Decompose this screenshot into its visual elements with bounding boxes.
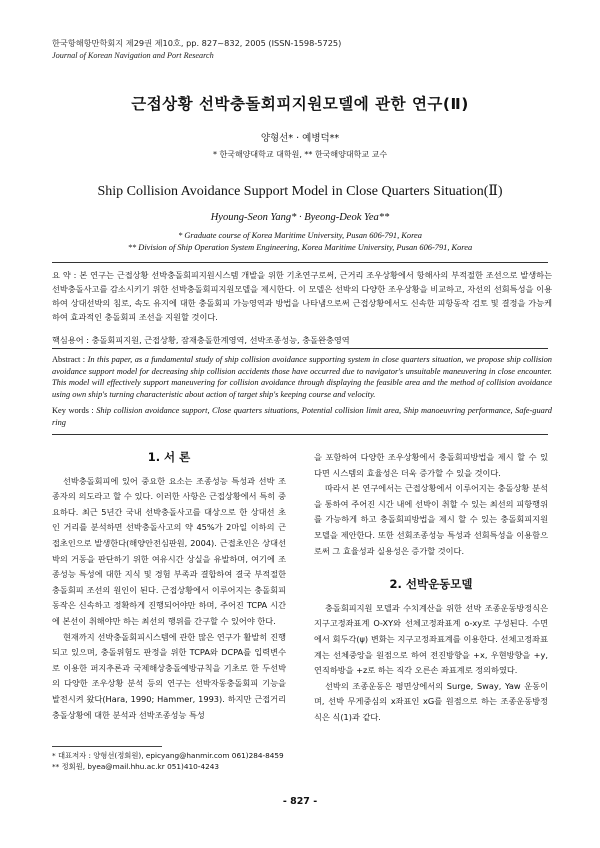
- abstract-korean-text: 본 연구는 근접상황 선박충돌회피지원시스템 개발을 위한 기초연구로써, 근거리 조우상황에서 항해사의 부적절한 조선으로 발생하는 선박충돌사고를 감소시키기 위한 선박충돌회피지원모델을 제시한다. 이 모델은 선박의 다양한 조우상황을 비교하고, 자선의 선회특성을 이용하여 상대선박의 침로, 속도 유지에 대한 충돌회피 가능영역과 방법을 나타냄으로써 근접상황에서도 신속한 피항동작 검토 및 결정을 가능케 하여 효과적인 충돌회피 조선을 지원할 것이다.: [52, 270, 552, 322]
- title-korean: 근접상황 선박충돌회피지원모델에 관한 연구(Ⅱ): [131, 95, 469, 113]
- keywords-english-text: Ship collision avoidance support, Close quarters situations, Potential collision limit area, Ship manoeuvring performance, Safe-guard ring: [52, 406, 552, 427]
- intro-paragraph-3: 을 포함하여 다양한 조우상황에서 충돌회피방법을 제시 할 수 있다면 시스템의 효율성은 더욱 증가할 수 있을 것이다.: [314, 452, 548, 478]
- authors-english: Hyoung-Seon Yang* · Byeong-Deok Yea**: [210, 212, 390, 223]
- title-english: Ship Collision Avoidance Support Model in Close Quarters Situation(Ⅱ): [97, 184, 503, 199]
- affiliation-english-1: * Graduate course of Korea Maritime University, Pusan 606-791, Korea: [178, 231, 422, 240]
- keywords-english-label: Key words :: [52, 406, 94, 415]
- keywords-korean-text: 충돌회피지원, 근접상황, 잠재충돌한계영역, 선박조종성능, 충돌완충영역: [91, 335, 350, 345]
- section-heading-introduction: 1. 서 론: [147, 450, 191, 464]
- footnote-1: * 대표저자 : 양형선(정회원), epicyang@hanmir.com 061)284-8459: [52, 751, 284, 760]
- intro-paragraph-2: 현재까지 선박충돌회피시스템에 관한 많은 연구가 활발히 진행되고 있으며, 충돌위험도 판정을 위한 TCPA와 DCPA를 입력변수로 이용한 퍼지추론과 국제해상충돌예방규칙을 기초로 한 두선박의 다양한 조우상황 분석 등의 연구는 선박자동충돌회피 기능을 발전시켜 왔다(Hara, 1990; Hammer, 1993). 하지만 근접거리 충돌상황에 대한 분석과 선박조종성능 특성: [52, 631, 286, 720]
- affiliation-english-2: ** Division of Ship Operation System Engineering, Korea Maritime University, Pusan 606-791, Korea: [127, 243, 473, 252]
- affiliation-korean: * 한국해양대학교 대학원, ** 한국해양대학교 교수: [212, 150, 388, 159]
- motion-paragraph-1: 충돌회피지원 모델과 수치계산을 위한 선박 조종운동방정식은 지구고정좌표계 O-XY와 선체고정좌표계 o-xy로 구성된다. 수면에서 회두각(ψ) 변화는 지구고정좌표계를 이용한다. 선체고정좌표계는 선체중앙을 원점으로 하여 전진방향을 +x, 우현방향을 +y, 연직하방을 +z로 하는 직각 오른손 좌표계로 정의하였다.: [314, 602, 548, 676]
- keywords-english: [52, 405, 552, 428]
- abstract-english-label: Abstract :: [52, 355, 86, 364]
- body-left-column: [52, 450, 286, 723]
- abstract-english: [52, 354, 552, 400]
- divider-top: [52, 262, 548, 263]
- footnote-rule: [52, 746, 162, 747]
- section-heading-motion-model: 2. 선박운동모델: [389, 577, 473, 592]
- keywords-korean-label: 핵심용어 :: [52, 335, 89, 345]
- footnote-2: ** 정회원, byea@mail.hhu.ac.kr 051)410-4243: [52, 762, 220, 771]
- affiliation-english: [40, 230, 560, 254]
- journal-name-en: Journal of Korean Navigation and Port Research: [52, 50, 214, 60]
- journal-citation: 한국항해항만학회지 제29권 제10호, pp. 827~832, 2005 (ISSN-1598-5725): [52, 38, 342, 48]
- motion-paragraph-2: 선박의 조종운동은 평면상에서의 Surge, Sway, Yaw 운동이며, 선박 무게중심의 x좌표인 xG를 원점으로 하는 조종운동방정식은 식(1)과 같다.: [314, 680, 548, 722]
- abstract-korean: [52, 268, 552, 324]
- body-right-column: [314, 450, 548, 726]
- abstract-korean-label: 요 약 :: [52, 270, 77, 280]
- intro-paragraph-4: 따라서 본 연구에서는 근접상황에서 이루어지는 충돌상황 분석을 통하여 주어진 시간 내에 선박이 취할 수 있는 최선의 피항행위를 가능하게 하고 충돌회피방법을 제시 할 수 있는 충돌회피지원 모델을 제안한다. 또한 선회조종성능 특성과 선회특성을 이용함으로써 그 효율성과 실용성은 증가할 것이다.: [314, 483, 548, 556]
- intro-paragraph-1: 선박충돌회피에 있어 중요한 요소는 조종성능 특성과 선박 조종자의 의도라고 할 수 있다. 이러한 사항은 근접상황에서 특히 중요하다. 최근 5년간 국내 선박충돌사고를 대상으로 한 상대선 초인 거리를 분석하면 선박충돌사고의 약 45%가 2마일 이하의 근접초인으로 발생한다(해양안전심판원, 2004). 근접초인은 상대선박의 거동을 판단하기 위한 여유시간 상실을 유발하며, 여기에 조종성능 특성에 대한 지식 및 경험 부족과 결합하여 결국 부적절한 충돌회피 조선의 원인이 된다. 근접상황에서 이루어지는 충돌회피 동작은 신속하고 정확하게 진행되어야만 하며, 주어진 TCPA 시간에 본선이 취해야만 하는 최선의 행위를 간구할 수 있어야 한다.: [52, 475, 286, 626]
- authors-korean: 양형선* · 예병덕**: [260, 133, 340, 144]
- keywords-korean: [52, 333, 552, 347]
- footnotes: [52, 750, 312, 772]
- journal-header: [52, 38, 512, 61]
- divider-bottom: [52, 434, 548, 435]
- page-number: - 827 -: [282, 796, 318, 807]
- divider-mid: [52, 348, 548, 349]
- abstract-english-text: In this paper, as a fundamental study of ship collision avoidance supporting system in close quarters situation, we propose ship collision avoidance support model for decreasing ship collision accidents those have occurred due to navigator's unsuitable maneuvering in close encounter. This model will effectively support maneuvering for collision avoidance through displaying the feasible area and the method of collision avoidance using own ship's turning characteristic about action of target ship's keeping course and velocity.: [52, 355, 552, 399]
